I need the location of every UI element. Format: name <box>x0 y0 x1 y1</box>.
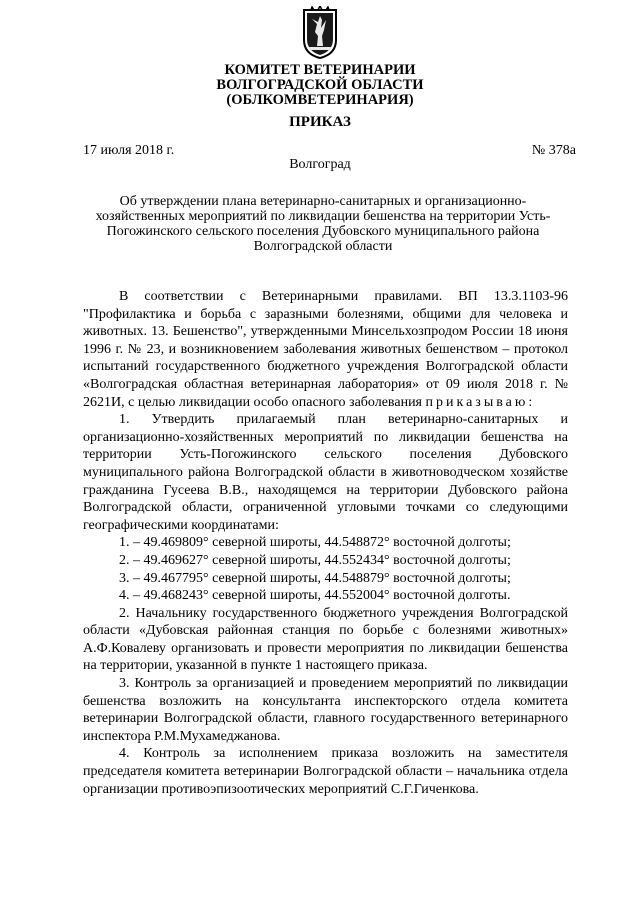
order-word: приказываю: <box>425 394 536 410</box>
org-line-3: (ОБЛКОМВЕТЕРИНАРИЯ) <box>226 92 414 108</box>
document-type: ПРИКАЗ <box>289 114 351 130</box>
organization-name <box>0 63 640 108</box>
org-line-1: КОМИТЕТ ВЕТЕРИНАРИИ <box>224 62 416 78</box>
item-3: 3. Контроль за организацией и проведением мероприятий по ликвидации бешенства возложить на консультанта инспекторского отдела комитета ветеринарии Волгоградской области, главного государственного ветеринарного инспектора Р.М.Мухамеджанова. <box>83 676 568 744</box>
coat-of-arms-emblem <box>300 6 340 60</box>
order-number: № 378а <box>531 143 576 158</box>
item-4: 4. Контроль за исполнением приказа возложить на заместителя председателя комитета ветеринарии Волгоградской области – начальника отдела организации противоэпизоотических мероприятий С.Г.Гиченкова. <box>83 746 568 797</box>
item-1: 1. Утвердить прилагаемый план ветеринарно-санитарных и организационно-хозяйственных мероприятий по ликвидации бешенства на территории Усть-Погожинского сельского поселения Дубовского муниципального района Волгоградской области в животноводческом хозяйстве гражданина Гусеева В.В., находящемся на территории Дубовского района Волгоградской области, ограниченной угловыми точками со следующими географическими координатами: <box>83 412 568 533</box>
order-subject: Об утверждении плана ветеринарно-санитарных и организационно-хозяйственных мероприятий по ликвидации бешенства на территории Усть-Погожинского сельского поселения Дубовского муниципального района Волгоградской области <box>95 194 551 254</box>
coordinate-3: 3. – 49.467795° северной широты, 44.548879° восточной долготы; <box>119 570 511 586</box>
coordinate-2: 2. – 49.469627° северной широты, 44.552434° восточной долготы; <box>119 552 511 568</box>
org-line-2: ВОЛГОГРАДСКОЙ ОБЛАСТИ <box>216 77 424 93</box>
order-body <box>83 288 568 798</box>
item-2: 2. Начальнику государственного бюджетного учреждения Волгоградской области «Дубовская районная станция по борьбе с болезнями животных» А.Ф.Ковалеву организовать и провести мероприятия по ликвидации бешенства на территории, указанной в пункте 1 настоящего приказа. <box>83 605 568 674</box>
order-city: Волгоград <box>289 157 351 172</box>
intro-paragraph <box>83 288 568 411</box>
coordinate-4: 4. – 49.468243° северной широты, 44.552004° восточной долготы. <box>119 588 511 604</box>
coordinate-1: 1. – 49.469809° северной широты, 44.548872° восточной долготы; <box>119 535 511 551</box>
intro-text: В соответствии с Ветеринарными правилами. ВП 13.3.1103-96 "Профилактика и борьба с заразными болезнями, общими для человека и животных. 13. Бешенство", утвержденными Минсельхозпродом России 18 июня 1996 г. № 23, и возникновением заболевания животных бешенством – протокол испытаний государственного бюджетного учреждения Волгоградской области «Волгоградская областная ветеринарная лаборатория» от 09 июля 2018 г. № 2621И, с целью ликвидации особо опасного заболевания <box>83 289 568 410</box>
order-date: 17 июля 2018 г. <box>83 143 175 158</box>
